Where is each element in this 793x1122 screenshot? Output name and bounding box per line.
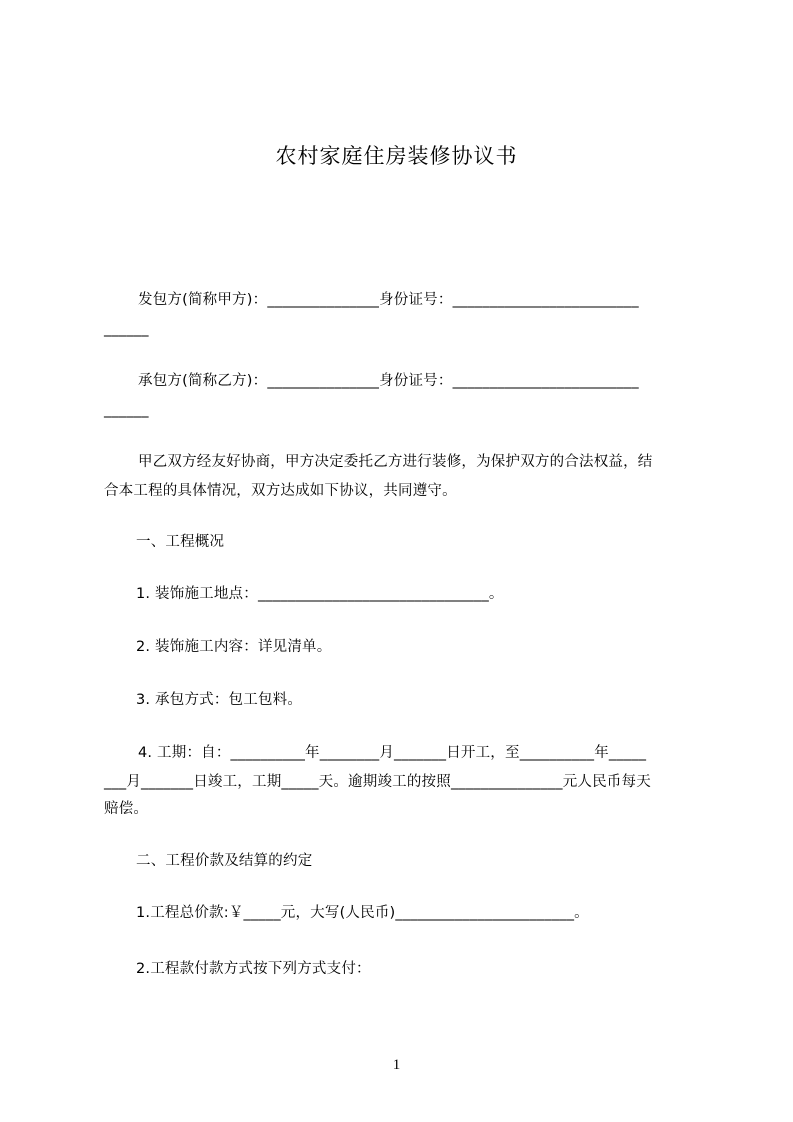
party-a-line: 发包方(简称甲方)：_______________身份证号：_________________________ bbox=[138, 292, 639, 308]
price-item-payment-method: 2.工程款付款方式按下列方式支付： bbox=[136, 961, 371, 977]
project-item-duration-line-1: 4. 工期：自：__________年________月_______日开工，至__________年_____ bbox=[138, 745, 647, 761]
intro-paragraph-line-2: 合本工程的具体情况，双方达成如下协议，共同遵守。 bbox=[104, 483, 457, 499]
price-item-total: 1.工程总价款:￥_____元，大写(人民币)________________________。 bbox=[136, 905, 589, 921]
intro-paragraph-line-1: 甲乙双方经友好协商，甲方决定委托乙方进行装修，为保护双方的合法权益，结 bbox=[138, 454, 653, 470]
project-item-location: 1. 装饰施工地点：_______________________________。 bbox=[136, 586, 504, 602]
project-item-duration-line-2: ___月_______日竣工，工期_____天。逾期竣工的按照_______________元人民币每天 bbox=[104, 774, 651, 790]
project-item-duration-line-3: 赔偿。 bbox=[104, 801, 149, 817]
party-a-line-continued: ______ bbox=[104, 321, 149, 337]
section-heading-price-settlement: 二、工程价款及结算的约定 bbox=[136, 853, 313, 869]
party-b-line-continued: ______ bbox=[104, 402, 149, 418]
party-b-line: 承包方(简称乙方)：_______________身份证号：_________________________ bbox=[138, 373, 639, 389]
section-heading-project-overview: 一、工程概况 bbox=[136, 534, 225, 550]
project-item-content: 2. 装饰施工内容：详见清单。 bbox=[136, 639, 332, 655]
project-item-contract-method: 3. 承包方式：包工包料。 bbox=[136, 692, 303, 708]
document-title: 农村家庭住房装修协议书 bbox=[275, 144, 518, 168]
page-number: 1 bbox=[392, 1057, 401, 1073]
